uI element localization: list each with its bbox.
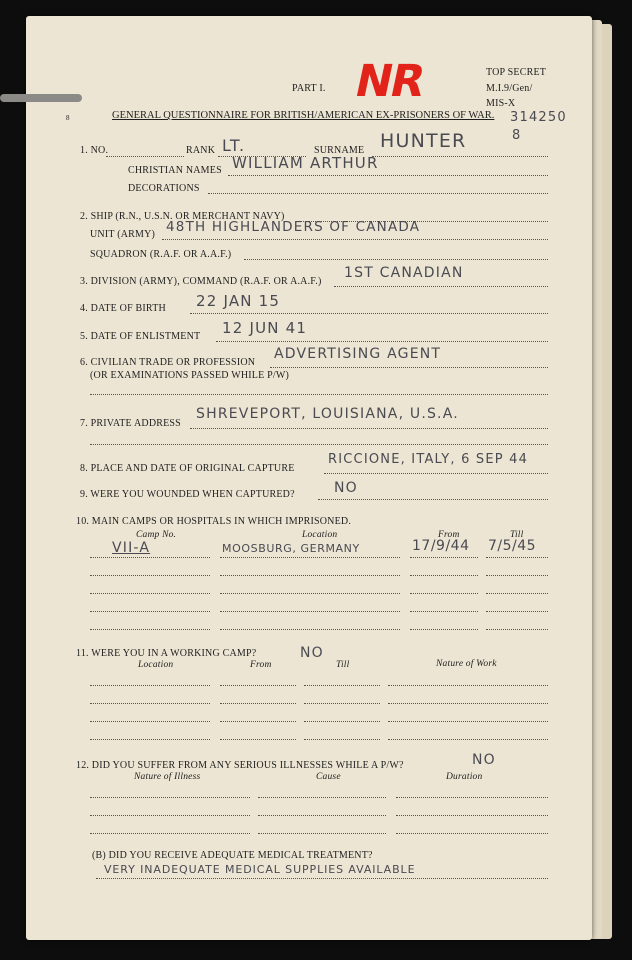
q11-col-till: Till	[336, 660, 350, 670]
q11-r1-loc	[90, 685, 210, 686]
q1-decorations-label: DECORATIONS	[128, 183, 200, 194]
q11-r1-till	[304, 685, 380, 686]
q10-r2-loc	[220, 575, 400, 576]
q10-r3-from	[410, 593, 478, 594]
q6-line2	[90, 394, 548, 395]
q1-surname-line	[372, 156, 548, 157]
q12b-line	[96, 878, 548, 879]
q10-camp-value: VII-A	[112, 540, 151, 556]
q6-label: 6. CIVILIAN TRADE OR PROFESSION	[80, 357, 256, 368]
q11-col-from: From	[250, 660, 272, 670]
q12-r2-cause	[258, 815, 386, 816]
q10-r5-camp	[90, 629, 210, 630]
form-title: GENERAL QUESTIONNAIRE FOR BRITISH/AMERICAN EX-PRISONERS OF WAR.	[112, 110, 495, 121]
q9-line	[318, 499, 548, 500]
q11-r3-from	[220, 721, 296, 722]
q6-line	[270, 367, 548, 368]
q12-label: 12. DID YOU SUFFER FROM ANY SERIOUS ILLNESSES WHILE A P/W?	[76, 760, 404, 771]
q1-surname-label: SURNAME	[314, 145, 365, 156]
q12-col-nature: Nature of Illness	[134, 772, 201, 782]
q11-r4-loc	[90, 739, 210, 740]
part-label: PART I.	[292, 83, 326, 94]
q11-col-nature: Nature of Work	[436, 659, 497, 669]
q12-col-cause: Cause	[316, 772, 341, 782]
q12b-label: (B) DID YOU RECEIVE ADEQUATE MEDICAL TREATMENT?	[92, 850, 373, 861]
q11-value: NO	[300, 645, 324, 661]
q12-value: NO	[472, 752, 496, 768]
q3-line	[334, 286, 548, 287]
q12-r3-cause	[258, 833, 386, 834]
q11-label: 11. WERE YOU IN A WORKING CAMP?	[76, 648, 257, 659]
q1-no-label: 1. NO.	[80, 145, 109, 156]
q1-christian-label: CHRISTIAN NAMES	[128, 165, 222, 176]
q1-christian-value: WILLIAM ARTHUR	[232, 154, 379, 172]
q11-r3-loc	[90, 721, 210, 722]
q10-r5-from	[410, 629, 478, 630]
tag-string	[0, 94, 82, 102]
q8-label: 8. PLACE AND DATE OF ORIGINAL CAPTURE	[80, 463, 295, 474]
q1-no-line	[106, 156, 184, 157]
q3-label: 3. DIVISION (ARMY), COMMAND (R.A.F. OR A.A.F.)	[80, 276, 322, 287]
q12-r1-nature	[90, 797, 250, 798]
q10-location-value: MOOSBURG, GERMANY	[222, 542, 360, 555]
q10-r1-camp	[90, 557, 210, 558]
q10-from-value: 17/9/44	[412, 538, 470, 554]
q2-squadron-label: SQUADRON (R.A.F. OR A.A.F.)	[90, 249, 232, 260]
q11-r2-till	[304, 703, 380, 704]
q11-r4-from	[220, 739, 296, 740]
q10-r1-from	[410, 557, 478, 558]
q10-r1-loc	[220, 557, 400, 558]
q1-christian-line	[228, 175, 548, 176]
q1-surname-value: HUNTER	[380, 130, 467, 152]
q10-r4-camp	[90, 611, 210, 612]
q10-r3-camp	[90, 593, 210, 594]
q11-r4-till	[304, 739, 380, 740]
q12-r2-duration	[396, 815, 548, 816]
q10-r1-till	[486, 557, 548, 558]
q10-r2-camp	[90, 575, 210, 576]
q4-line	[190, 313, 548, 314]
q2-unit-label: UNIT (ARMY)	[90, 229, 156, 240]
q7-line	[190, 428, 548, 429]
ref-number: 314250	[510, 110, 567, 125]
q12b-value: VERY INADEQUATE MEDICAL SUPPLIES AVAILABLE	[104, 863, 416, 876]
q12-r3-duration	[396, 833, 548, 834]
q1-decorations-line	[208, 193, 548, 194]
q9-value: NO	[334, 480, 358, 496]
side-mark: 8	[66, 114, 70, 122]
q10-r2-from	[410, 575, 478, 576]
q11-r1-nature	[388, 685, 548, 686]
q10-label: 10. MAIN CAMPS OR HOSPITALS IN WHICH IMPRISONED.	[76, 516, 352, 527]
q2-unit-value: 48TH HIGHLANDERS OF CANADA	[166, 219, 421, 235]
ref-mi9: M.I.9/Gen/	[486, 83, 533, 94]
q5-line	[216, 341, 548, 342]
q2-ship-label: 2. SHIP (R.N., U.S.N. OR MERCHANT NAVY)	[80, 211, 285, 222]
q8-value: RICCIONE, ITALY, 6 SEP 44	[328, 452, 529, 467]
corner-mark: 8	[512, 128, 522, 143]
q2-unit-line	[162, 239, 548, 240]
q1-rank-value: LT.	[222, 136, 246, 155]
q11-r4-nature	[388, 739, 548, 740]
q10-col-camp: Camp No.	[136, 530, 177, 540]
q5-value: 12 JUN 41	[222, 319, 308, 337]
q12-col-duration: Duration	[446, 772, 483, 782]
q12-r2-nature	[90, 815, 250, 816]
q5-label: 5. DATE OF ENLISTMENT	[80, 331, 201, 342]
q10-r3-loc	[220, 593, 400, 594]
q10-col-from: From	[438, 530, 460, 540]
ref-misx: MIS-X	[486, 98, 516, 109]
q3-value: 1ST CANADIAN	[344, 265, 464, 281]
q11-r3-till	[304, 721, 380, 722]
q10-till-value: 7/5/45	[488, 538, 537, 554]
classification: TOP SECRET	[486, 67, 547, 78]
q10-r4-loc	[220, 611, 400, 612]
q10-r5-loc	[220, 629, 400, 630]
q11-r2-loc	[90, 703, 210, 704]
q11-r3-nature	[388, 721, 548, 722]
q10-r5-till	[486, 629, 548, 630]
q6-label2: (OR EXAMINATIONS PASSED WHILE P/W)	[90, 370, 290, 381]
q10-r2-till	[486, 575, 548, 576]
q2-squadron-line	[244, 259, 548, 260]
q1-rank-label: RANK	[186, 145, 216, 156]
q12-r1-cause	[258, 797, 386, 798]
q11-r2-nature	[388, 703, 548, 704]
q10-col-location: Location	[302, 530, 338, 540]
q8-line	[324, 473, 548, 474]
q12-r3-nature	[90, 833, 250, 834]
q9-label: 9. WERE YOU WOUNDED WHEN CAPTURED?	[80, 489, 295, 500]
q11-r2-from	[220, 703, 296, 704]
nr-stamp: NR	[350, 56, 429, 107]
q7-line2	[90, 444, 548, 445]
q10-col-till: Till	[510, 530, 524, 540]
q4-label: 4. DATE OF BIRTH	[80, 303, 166, 314]
q11-r1-from	[220, 685, 296, 686]
q12-r1-duration	[396, 797, 548, 798]
q7-label: 7. PRIVATE ADDRESS	[80, 418, 181, 429]
q6-value: ADVERTISING AGENT	[274, 346, 442, 362]
q10-r3-till	[486, 593, 548, 594]
q10-r4-till	[486, 611, 548, 612]
q7-value: SHREVEPORT, LOUISIANA, U.S.A.	[196, 406, 459, 422]
q10-r4-from	[410, 611, 478, 612]
q11-col-location: Location	[138, 660, 174, 670]
q4-value: 22 JAN 15	[196, 292, 281, 310]
